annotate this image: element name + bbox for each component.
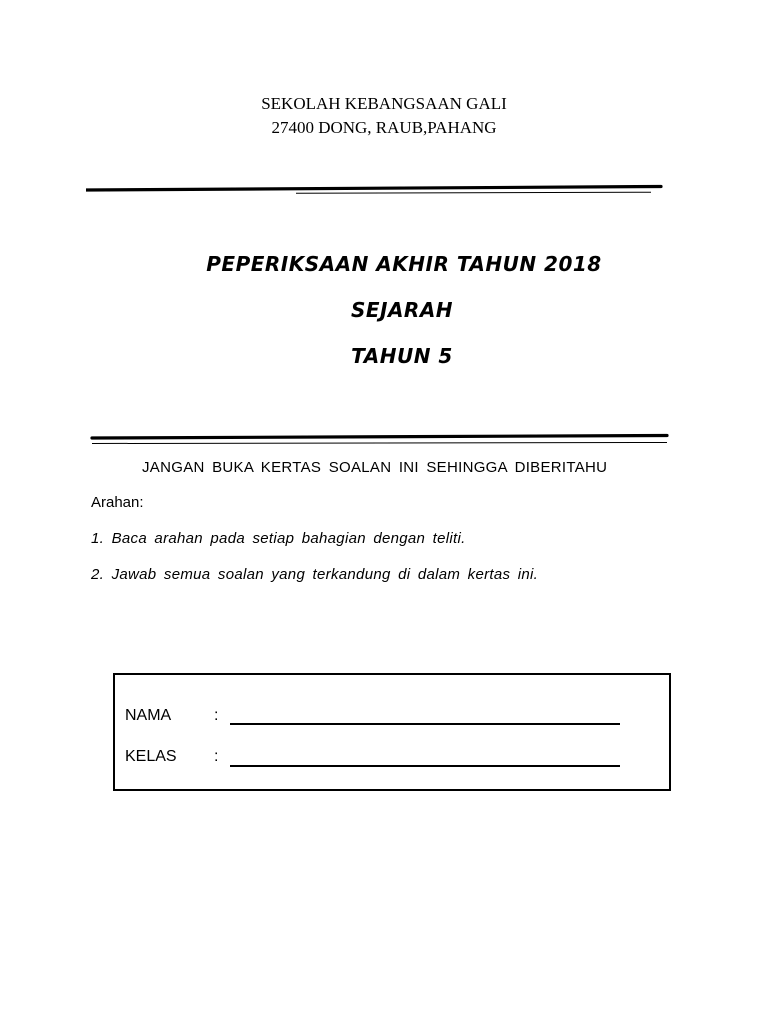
year-title: TAHUN 5 <box>351 344 453 368</box>
school-header <box>0 92 768 140</box>
class-label: KELAS <box>125 748 177 765</box>
class-separator: : <box>214 748 219 765</box>
student-info-box <box>113 673 671 791</box>
class-field-line[interactable] <box>230 765 620 767</box>
instruction-item-1: 1. Baca arahan pada setiap bahagian dengan teliti. <box>91 530 466 547</box>
subject-title: SEJARAH <box>350 298 454 322</box>
school-name: SEKOLAH KEBANGSAAN GALI <box>261 94 507 113</box>
exam-title: PEPERIKSAAN AKHIR TAHUN 2018 <box>206 252 602 276</box>
name-field-line[interactable] <box>230 723 620 725</box>
instruction-item-2: 2. Jawab semua soalan yang terkandung di dalam kertas ini. <box>91 566 539 583</box>
name-label: NAMA <box>125 707 172 724</box>
school-address: 27400 DONG, RAUB,PAHANG <box>271 118 497 137</box>
instructions-heading: Arahan: <box>91 494 144 511</box>
top-divider <box>86 180 666 200</box>
do-not-open-notice: JANGAN BUKA KERTAS SOALAN INI SEHINGGA DIBERITAHU <box>142 459 608 476</box>
middle-divider <box>90 430 670 450</box>
name-separator: : <box>214 707 219 724</box>
